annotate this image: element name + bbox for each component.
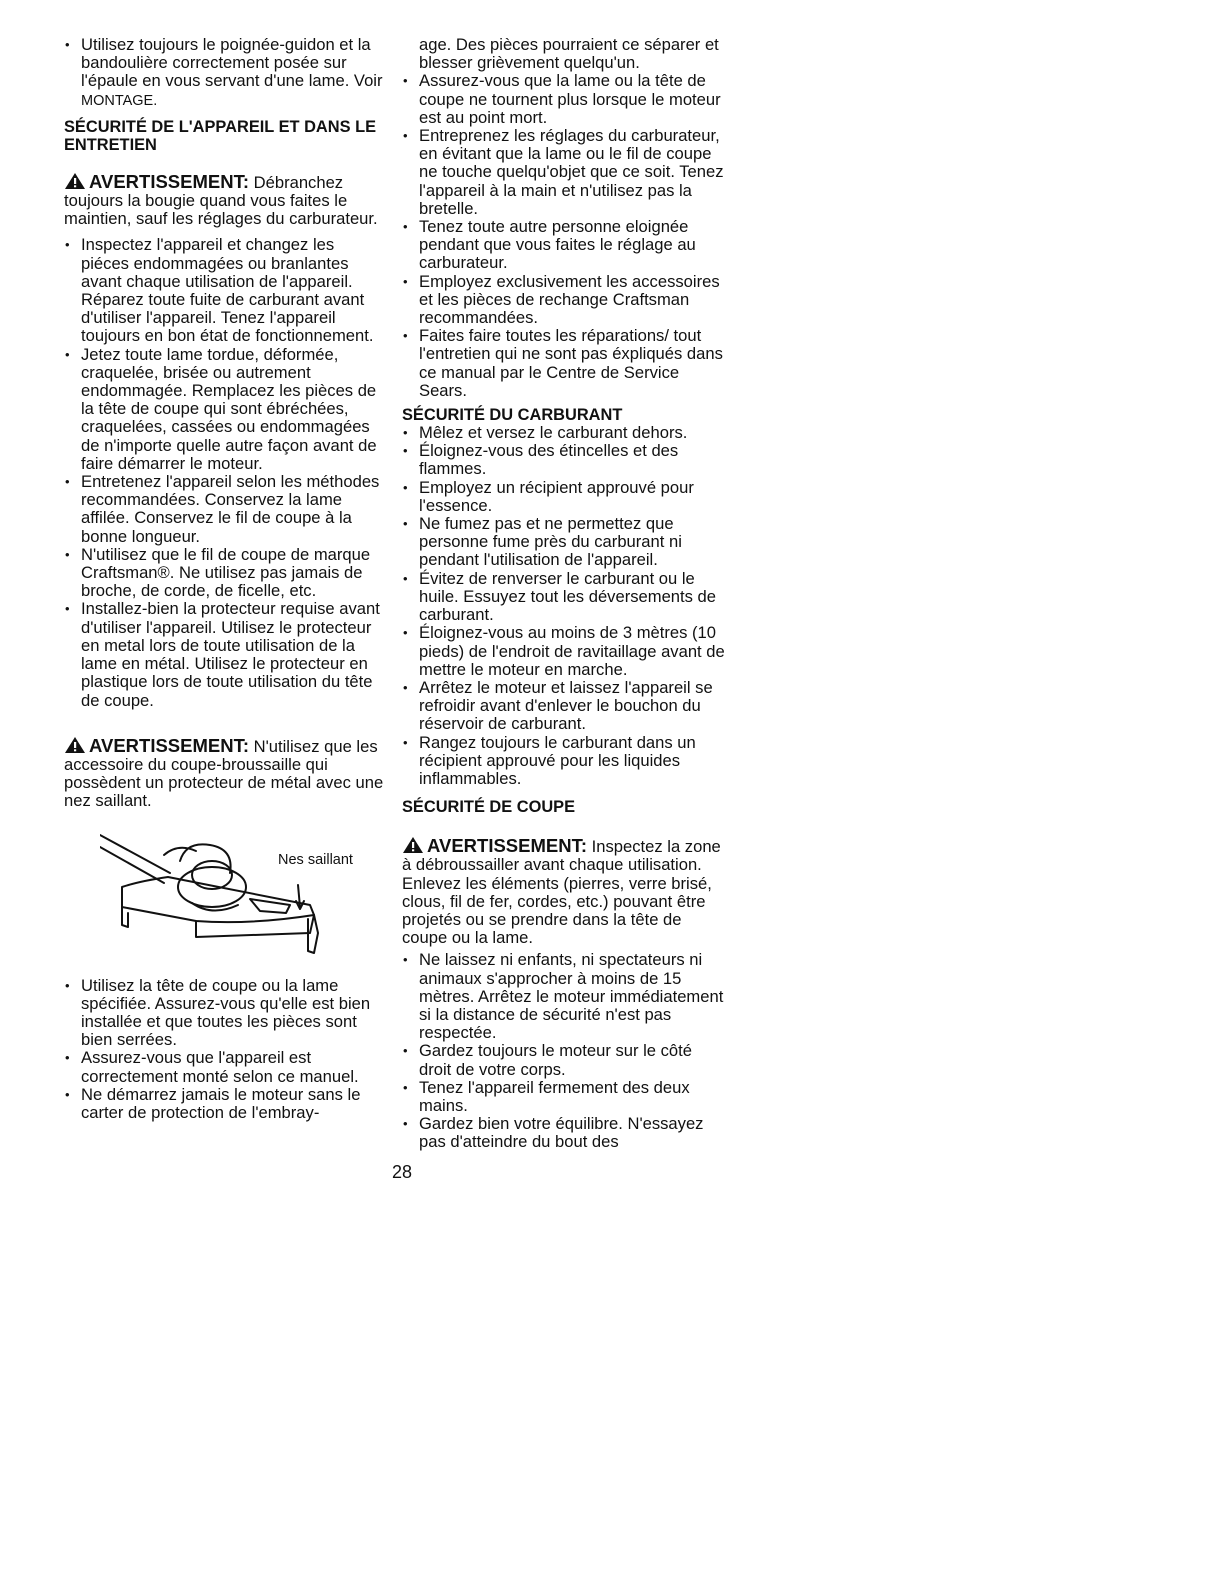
intro-list — [64, 36, 384, 110]
list-item: • Ne laissez ni enfants, ni spectateurs ni animaux s'approcher à moins de 15 mètres. Arrêtez le moteur immédiatement si la distance de sécurité n'est pas respectée. — [402, 951, 728, 1042]
warning-triangle-icon — [64, 736, 86, 754]
right-column — [402, 36, 728, 1152]
continued-text: age. Des pièces pourraient ce séparer et blesser grièvement quelqu'un. — [419, 35, 719, 73]
list-item: • Utilisez toujours le poignée-guidon et la bandoulière correctement posée sur l'épaule en vous servant d'une lame. Voir MONTAGE. — [64, 36, 384, 110]
left-column — [64, 36, 384, 1122]
cutting-safety-list — [402, 951, 728, 1151]
guard-illustration — [100, 833, 400, 963]
section-heading-cutting: SÉCURITÉ DE COUPE — [402, 798, 576, 817]
adjustment-list — [402, 72, 728, 400]
installation-list — [64, 977, 384, 1123]
warning-label: AVERTISSEMENT: — [89, 170, 250, 192]
maintenance-list — [64, 236, 384, 709]
list-item: • Inspectez l'appareil et changez les piéces endommagées ou branlantes avant chaque utilisation de l'appareil. Réparez toute fuite de carburant avant d'utiliser l'appareil. Tenez l'appareil toujours en bon état de fonctionnement. — [64, 236, 384, 345]
list-item: • Évitez de renverser le carburant ou le huile. Essuyez tout les déversements de carburant. — [402, 570, 728, 625]
warning-paragraph — [402, 836, 728, 947]
list-item: • Assurez-vous que l'appareil est correctement monté selon ce manuel. — [64, 1049, 384, 1085]
warning-text: N'utilisez que les accessoire du coupe-broussaille qui possèdent un protecteur de métal avec une nez saillant. — [64, 736, 384, 811]
list-item: • Gardez toujours le moteur sur le côté droit de votre corps. — [402, 1042, 728, 1078]
list-item: • Assurez-vous que la lame ou la tête de coupe ne tournent plus lorsque le moteur est au point mort. — [402, 72, 728, 127]
list-item: • Entretenez l'appareil selon les méthodes recommandées. Conservez la lame affilée. Conservez le fil de coupe à la bonne longueur. — [64, 473, 384, 546]
warning-text: Inspectez la zone à débroussailler avant chaque utilisation. Enlevez les éléments (pierres, verre brisé, clous, fil de fer, cordes, etc.) pouvant être projetés ou se prendre dans la tête de coupe ou la lame. — [402, 837, 721, 948]
list-item: • N'utilisez que le fil de coupe de marque Craftsman®. Ne utilisez pas jamais de broche, de corde, de ficelle, etc. — [64, 546, 384, 601]
list-item: • Utilisez la tête de coupe ou la lame spécifiée. Assurez-vous qu'elle est bien installée et que toutes les pièces sont bien serrées. — [64, 977, 384, 1050]
list-item: • Gardez bien votre équilibre. N'essayez pas d'atteindre du bout des — [402, 1115, 728, 1151]
warning-paragraph — [64, 172, 384, 229]
section-heading-fuel: SÉCURITÉ DU CARBURANT — [402, 406, 623, 425]
warning-label: AVERTISSEMENT: — [89, 734, 250, 756]
fuel-safety-list — [402, 424, 728, 788]
cross-reference: MONTAGE. — [81, 92, 158, 109]
warning-triangle-icon — [64, 172, 86, 190]
list-item: • Entreprenez les réglages du carburateur, en évitant que la lame ou le fil de coupe ne touche quelqu'objet que ce soit. Tenez l'appareil à la main et n'utilisez pas la bretelle. — [402, 127, 728, 218]
warning-text: Débranchez toujours la bougie quand vous faites le maintien, sauf les réglages du carburateur. — [64, 172, 378, 229]
list-item: • Rangez toujours le carburant dans un récipient approuvé pour les liquides inflammables. — [402, 734, 728, 789]
list-item: • Tenez l'appareil fermement des deux mains. — [402, 1079, 728, 1115]
figure-callout-label: Nes saillant — [278, 851, 353, 868]
list-item: • Faites faire toutes les réparations/ tout l'entretien qui ne sont pas éxpliqués dans ce manual par le Centre de Service Sears. — [402, 327, 728, 400]
warning-triangle-icon — [402, 836, 424, 854]
section-heading: SÉCURITÉ DE L'APPAREIL ET DANS LE ENTRETIEN — [64, 117, 377, 154]
list-item: • Ne fumez pas et ne permettez que personne fume près du carburant ni pendant l'utilisation de l'appareil. — [402, 515, 728, 570]
page-number: 28 — [392, 1162, 413, 1182]
list-item: • Ne démarrez jamais le moteur sans le carter de protection de l'embray- — [64, 1086, 384, 1122]
warning-paragraph — [64, 736, 384, 811]
list-item: • Éloignez-vous au moins de 3 mètres (10 pieds) de l'endroit de ravitaillage avant de mettre le moteur en marche. — [402, 624, 728, 679]
list-item: • Arrêtez le moteur et laissez l'appareil se refroidir avant d'enlever le bouchon du réservoir de carburant. — [402, 679, 728, 734]
list-item: • Employez un récipient approuvé pour l'essence. — [402, 479, 728, 515]
warning-label: AVERTISSEMENT: — [427, 835, 588, 857]
list-item: • Tenez toute autre personne eloignée pendant que vous faites le réglage au carburateur. — [402, 218, 728, 273]
list-item: • Installez-bien la protecteur requise avant d'utiliser l'appareil. Utilisez le protecteur en metal lors de toute utilisation de la lame en métal. Utilisez le protecteur en plastique lors de toute utilisation du tête de coupe. — [64, 600, 384, 709]
list-item: • Mêlez et versez le carburant dehors. — [402, 424, 728, 442]
list-item: • Employez exclusivement les accessoires et les pièces de rechange Craftsman recommandées. — [402, 273, 728, 328]
list-item: • Éloignez-vous des étincelles et des flammes. — [402, 442, 728, 478]
guard-drawing — [100, 833, 400, 963]
list-item: • Jetez toute lame tordue, déformée, craquelée, brisée ou autrement endommagée. Remplacez les pièces de la tête de coupe qui sont ébréchées, craquelées, cassées ou endommagées de n'importe quelle autre façon avant de faire démarrer le moteur. — [64, 346, 384, 473]
